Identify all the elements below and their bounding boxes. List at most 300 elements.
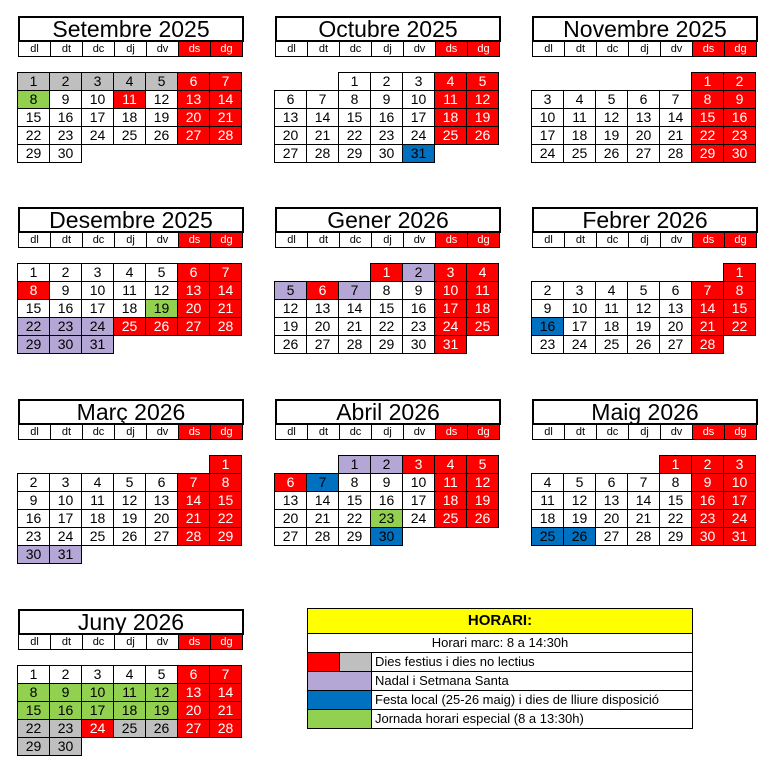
weekday-header [18,425,244,440]
day-cell: 13 [595,491,628,510]
day-cell: 31 [402,144,435,163]
weekday-label: ds [179,233,211,248]
day-cell: 15 [659,491,692,510]
weekday-label: dv [404,425,436,440]
day-cell: 9 [17,491,50,510]
day-cell: 7 [338,281,371,300]
day-cell: 1 [338,72,371,91]
day-cell: 26 [466,126,499,145]
day-cell: 30 [691,527,724,546]
weekday-label: dc [597,233,629,248]
day-cell: 25 [81,527,114,546]
month-calendar [18,399,244,564]
day-cell: 9 [370,90,403,109]
month-title: Gener 2026 [275,207,501,233]
day-cell: 1 [691,72,724,91]
day-cell: 26 [595,144,628,163]
day-cell: 19 [595,126,628,145]
weekday-label: dj [372,42,404,57]
day-cell: 31 [49,545,82,564]
day-cell: 19 [145,701,178,720]
day-cell: 21 [177,509,210,528]
day-cell: 19 [113,509,146,528]
day-cell: 27 [274,527,307,546]
day-cell: 27 [177,317,210,336]
days-grid [532,73,758,163]
weekday-label: dg [211,233,243,248]
day-cell: 14 [306,491,339,510]
day-cell: 20 [274,509,307,528]
day-cell: 17 [81,108,114,127]
day-cell: 14 [627,491,660,510]
weekday-label: dl [19,233,51,248]
day-cell: 15 [209,491,242,510]
legend-rows [307,653,693,729]
day-cell: 11 [113,90,146,109]
day-cell: 20 [627,126,660,145]
day-cell: 11 [531,491,564,510]
weekday-label: dj [115,425,147,440]
month-calendar [532,16,758,163]
day-cell: 13 [177,281,210,300]
day-cell: 26 [145,126,178,145]
day-cell: 29 [338,527,371,546]
day-cell: 9 [531,299,564,318]
weekday-label: dl [19,635,51,650]
day-cell: 30 [49,335,82,354]
day-cell: 9 [49,90,82,109]
day-cell: 8 [17,90,50,109]
weekday-label: dj [372,425,404,440]
legend-label: Jornada horari especial (8 a 13:30h) [375,711,584,726]
day-cell: 25 [113,719,146,738]
weekday-label: ds [693,42,725,57]
weekday-label: dl [19,42,51,57]
day-cell: 2 [49,72,82,91]
day-cell: 30 [370,527,403,546]
day-cell: 31 [434,335,467,354]
day-cell: 10 [531,108,564,127]
weekday-label: dl [533,425,565,440]
weekday-label: dj [629,233,661,248]
day-cell: 17 [563,317,596,336]
days-grid [18,264,244,354]
day-cell: 16 [49,299,82,318]
month-calendar [18,609,244,756]
day-cell: 30 [402,335,435,354]
weekday-header [532,42,758,57]
day-cell: 23 [49,719,82,738]
day-cell: 4 [113,263,146,282]
day-cell: 21 [659,126,692,145]
day-cell: 21 [627,509,660,528]
day-cell: 24 [81,126,114,145]
legend-row [307,672,693,691]
day-cell: 7 [209,263,242,282]
day-cell: 19 [274,317,307,336]
day-cell: 22 [723,317,756,336]
day-cell: 21 [209,701,242,720]
day-cell: 2 [402,263,435,282]
day-cell: 11 [113,281,146,300]
month-title: Octubre 2025 [275,16,501,42]
weekday-label: dt [565,425,597,440]
day-cell: 10 [81,90,114,109]
day-cell: 12 [145,683,178,702]
day-cell: 24 [81,317,114,336]
day-cell: 10 [723,473,756,492]
day-cell: 18 [113,701,146,720]
day-cell: 3 [81,263,114,282]
day-cell: 5 [145,263,178,282]
day-cell: 7 [691,281,724,300]
day-cell: 25 [434,509,467,528]
month-title: Juny 2026 [18,609,244,635]
day-cell: 14 [338,299,371,318]
days-grid [532,264,758,354]
day-cell: 14 [209,281,242,300]
weekday-label: dv [404,233,436,248]
day-cell: 17 [434,299,467,318]
day-cell: 6 [177,72,210,91]
days-grid [275,456,501,546]
legend-row [307,653,693,672]
day-cell: 17 [81,299,114,318]
day-cell: 18 [113,299,146,318]
day-cell: 16 [531,317,564,336]
day-cell: 25 [531,527,564,546]
day-cell: 3 [531,90,564,109]
day-cell: 18 [434,491,467,510]
day-cell: 4 [531,473,564,492]
day-cell: 19 [466,108,499,127]
day-cell: 20 [595,509,628,528]
day-cell: 14 [209,683,242,702]
day-cell: 20 [177,108,210,127]
day-cell: 5 [466,72,499,91]
day-cell: 18 [595,317,628,336]
day-cell: 28 [177,527,210,546]
day-cell: 24 [402,509,435,528]
day-cell: 1 [17,665,50,684]
day-cell: 5 [145,665,178,684]
day-cell: 23 [531,335,564,354]
legend-row [307,691,693,710]
day-cell: 13 [177,683,210,702]
day-cell: 16 [370,108,403,127]
day-cell: 23 [370,509,403,528]
day-cell: 6 [595,473,628,492]
weekday-label: dc [83,425,115,440]
day-cell: 3 [81,72,114,91]
day-cell: 29 [659,527,692,546]
month-calendar [532,207,758,354]
day-cell: 6 [306,281,339,300]
day-cell: 6 [177,263,210,282]
day-cell: 4 [113,665,146,684]
legend-swatch [308,653,340,671]
day-cell: 1 [17,263,50,282]
weekday-label: ds [436,42,468,57]
weekday-label: dt [51,233,83,248]
day-cell: 22 [338,126,371,145]
day-cell: 8 [338,473,371,492]
legend-swatch [308,710,372,728]
day-cell: 27 [145,527,178,546]
weekday-label: dt [308,233,340,248]
day-cell: 11 [81,491,114,510]
day-cell: 16 [49,108,82,127]
weekday-header [18,42,244,57]
day-cell: 7 [209,72,242,91]
day-cell: 17 [49,509,82,528]
day-cell: 4 [595,281,628,300]
day-cell: 3 [402,455,435,474]
day-cell: 10 [49,491,82,510]
day-cell: 19 [466,491,499,510]
month-title: Novembre 2025 [532,16,758,42]
day-cell: 16 [723,108,756,127]
weekday-label: dc [340,233,372,248]
day-cell: 23 [17,527,50,546]
day-cell: 28 [306,527,339,546]
month-calendar [18,207,244,354]
day-cell: 14 [659,108,692,127]
day-cell: 24 [434,317,467,336]
day-cell: 6 [177,665,210,684]
day-cell: 26 [274,335,307,354]
day-cell: 30 [370,144,403,163]
day-cell: 11 [563,108,596,127]
weekday-label: ds [179,425,211,440]
day-cell: 16 [402,299,435,318]
day-cell: 23 [402,317,435,336]
day-cell: 28 [209,126,242,145]
legend-swatch [308,691,372,709]
weekday-label: dl [533,233,565,248]
day-cell: 27 [595,527,628,546]
day-cell: 8 [17,683,50,702]
day-cell: 27 [659,335,692,354]
weekday-label: dc [83,635,115,650]
day-cell: 21 [338,317,371,336]
day-cell: 9 [402,281,435,300]
day-cell: 29 [370,335,403,354]
day-cell: 18 [531,509,564,528]
day-cell: 17 [531,126,564,145]
day-cell: 23 [723,126,756,145]
day-cell: 7 [177,473,210,492]
day-cell: 19 [145,299,178,318]
day-cell: 17 [723,491,756,510]
weekday-header [532,233,758,248]
legend-swatch [308,672,372,690]
day-cell: 28 [659,144,692,163]
legend-title: HORARI: [307,608,693,634]
day-cell: 10 [402,90,435,109]
day-cell: 10 [81,683,114,702]
day-cell: 7 [659,90,692,109]
day-cell: 22 [338,509,371,528]
day-cell: 18 [434,108,467,127]
day-cell: 15 [370,299,403,318]
weekday-label: dt [565,42,597,57]
weekday-label: dg [211,425,243,440]
weekday-label: dl [533,42,565,57]
weekday-label: dg [725,233,757,248]
day-cell: 28 [338,335,371,354]
weekday-label: dl [276,42,308,57]
day-cell: 2 [49,665,82,684]
weekday-label: dt [308,42,340,57]
day-cell: 27 [177,719,210,738]
day-cell: 10 [402,473,435,492]
day-cell: 11 [595,299,628,318]
day-cell: 9 [691,473,724,492]
day-cell: 21 [209,108,242,127]
day-cell: 20 [177,299,210,318]
weekday-label: dt [51,635,83,650]
day-cell: 30 [49,737,82,756]
day-cell: 2 [531,281,564,300]
day-cell: 21 [306,509,339,528]
weekday-label: dt [51,425,83,440]
month-calendar [275,399,501,546]
day-cell: 29 [691,144,724,163]
day-cell: 5 [113,473,146,492]
day-cell: 17 [81,701,114,720]
day-cell: 20 [177,701,210,720]
day-cell: 28 [209,719,242,738]
day-cell: 19 [563,509,596,528]
weekday-label: dg [468,233,500,248]
day-cell: 30 [17,545,50,564]
day-cell: 5 [595,90,628,109]
day-cell: 12 [466,90,499,109]
day-cell: 6 [274,473,307,492]
weekday-label: dv [661,425,693,440]
day-cell: 14 [691,299,724,318]
weekday-label: dj [115,233,147,248]
day-cell: 21 [306,126,339,145]
days-grid [18,456,244,564]
day-cell: 15 [17,108,50,127]
day-cell: 7 [306,473,339,492]
day-cell: 5 [274,281,307,300]
day-cell: 16 [691,491,724,510]
day-cell: 18 [466,299,499,318]
day-cell: 15 [17,299,50,318]
weekday-label: dv [404,42,436,57]
day-cell: 20 [659,317,692,336]
month-calendar [532,399,758,546]
day-cell: 10 [434,281,467,300]
legend-label: Nadal i Setmana Santa [375,673,509,688]
weekday-header [275,233,501,248]
day-cell: 13 [627,108,660,127]
day-cell: 26 [627,335,660,354]
day-cell: 2 [370,72,403,91]
day-cell: 25 [113,317,146,336]
day-cell: 8 [723,281,756,300]
day-cell: 15 [17,701,50,720]
day-cell: 4 [113,72,146,91]
day-cell: 5 [627,281,660,300]
day-cell: 22 [659,509,692,528]
day-cell: 26 [113,527,146,546]
day-cell: 24 [402,126,435,145]
day-cell: 12 [466,473,499,492]
day-cell: 25 [595,335,628,354]
day-cell: 8 [659,473,692,492]
weekday-header [18,233,244,248]
weekday-label: dj [115,42,147,57]
day-cell: 13 [274,108,307,127]
day-cell: 6 [145,473,178,492]
month-calendar [18,16,244,163]
day-cell: 20 [306,317,339,336]
month-title: Maig 2026 [532,399,758,425]
day-cell: 23 [691,509,724,528]
weekday-label: dv [147,233,179,248]
day-cell: 1 [370,263,403,282]
day-cell: 4 [563,90,596,109]
day-cell: 15 [691,108,724,127]
day-cell: 12 [627,299,660,318]
weekday-label: dg [725,42,757,57]
day-cell: 5 [466,455,499,474]
day-cell: 23 [49,126,82,145]
day-cell: 21 [691,317,724,336]
month-title: Abril 2026 [275,399,501,425]
day-cell: 26 [466,509,499,528]
weekday-label: dg [211,42,243,57]
weekday-label: dg [468,425,500,440]
day-cell: 22 [17,317,50,336]
day-cell: 13 [306,299,339,318]
day-cell: 8 [691,90,724,109]
day-cell: 7 [627,473,660,492]
day-cell: 31 [81,335,114,354]
day-cell: 22 [17,126,50,145]
day-cell: 20 [274,126,307,145]
day-cell: 27 [177,126,210,145]
day-cell: 1 [17,72,50,91]
day-cell: 11 [434,473,467,492]
day-cell: 4 [81,473,114,492]
day-cell: 4 [466,263,499,282]
day-cell: 22 [17,719,50,738]
day-cell: 16 [17,509,50,528]
day-cell: 15 [723,299,756,318]
weekday-label: ds [179,42,211,57]
weekday-header [275,42,501,57]
weekday-label: dl [19,425,51,440]
weekday-label: dc [83,233,115,248]
weekday-label: dj [629,425,661,440]
legend-box [307,608,693,729]
day-cell: 13 [274,491,307,510]
day-cell: 18 [81,509,114,528]
weekday-label: dj [115,635,147,650]
day-cell: 14 [177,491,210,510]
day-cell: 2 [17,473,50,492]
day-cell: 2 [723,72,756,91]
weekday-label: ds [693,425,725,440]
day-cell: 16 [370,491,403,510]
weekday-label: dg [211,635,243,650]
weekday-label: dv [661,233,693,248]
